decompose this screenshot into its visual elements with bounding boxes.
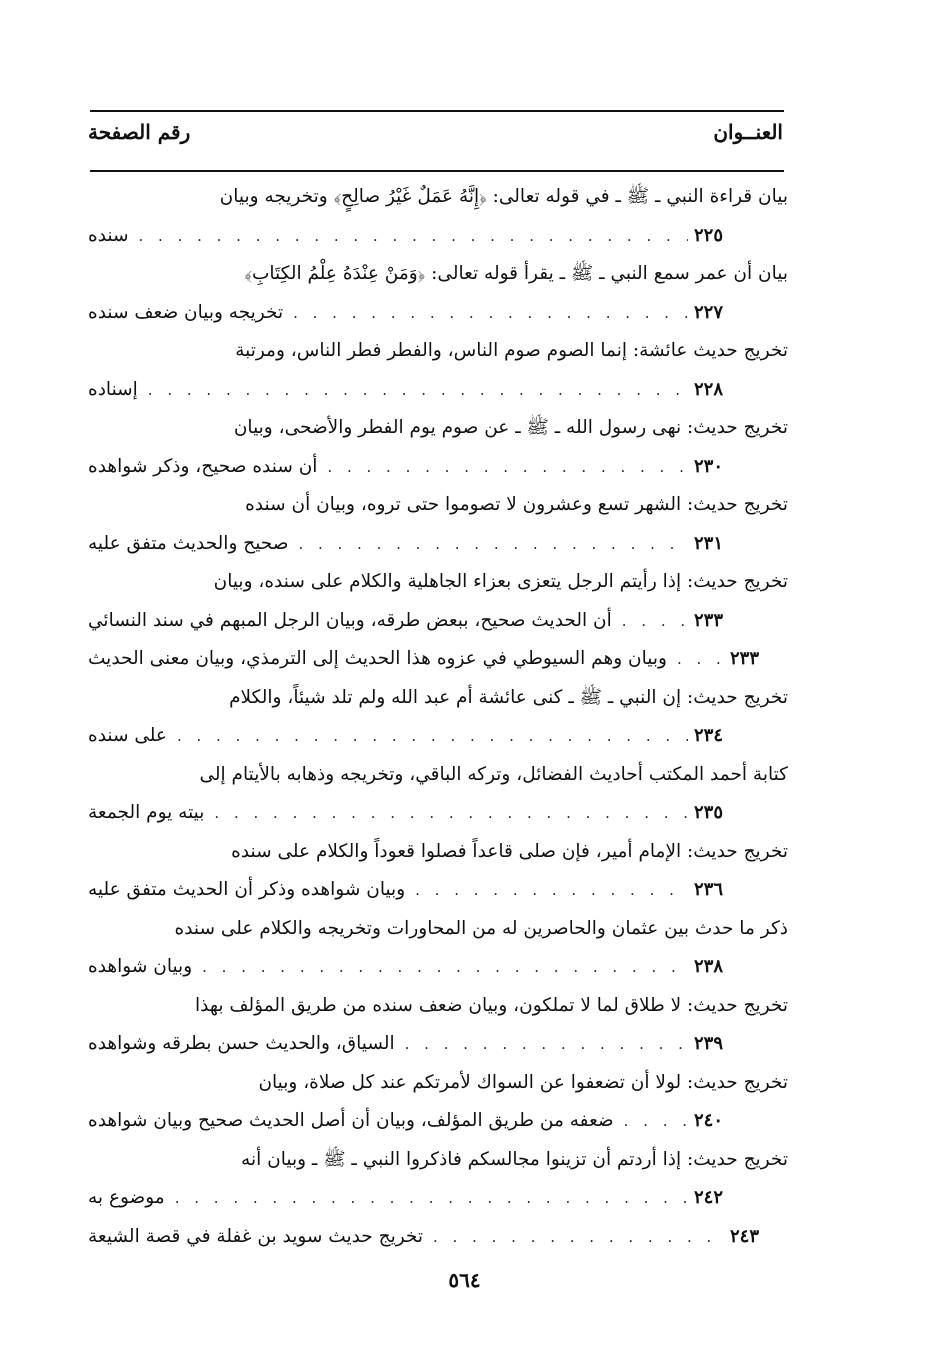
toc-entry <box>88 255 788 332</box>
entry-last-line <box>88 448 788 487</box>
entry-text-line: كتابة أحمد المكتب أحاديث الفضائل، وتركه الباقي، وتخريجه وذهابه بالأيتام إلى <box>199 763 788 785</box>
entry-last-line <box>88 948 788 987</box>
dot-leader <box>622 602 688 641</box>
entry-page-number: ٢٢٥ <box>694 224 724 246</box>
dot-leader <box>624 1102 688 1141</box>
entry-text-line: وبيان وهم السيوطي في عزوه هذا الحديث إلى الترمذي، وبيان معنى الحديث <box>88 648 667 669</box>
entry-text-line: تخريج حديث: إن النبي ـ ﷺ ـ كنى عائشة أم عبد الله ولم تلد شيئاً، والكلام <box>229 686 788 708</box>
entry-last-line <box>88 371 788 410</box>
entry-text-line: وبيان شواهده وذكر أن الحديث متفق عليه <box>88 879 406 900</box>
entry-text-line: موضوع به <box>88 1187 165 1208</box>
entry-page-number: ٢٢٨ <box>694 378 724 400</box>
column-header-title: العنــوان <box>713 120 783 144</box>
entry-page-number: ٢٣٨ <box>694 956 724 977</box>
toc-entry <box>88 332 788 409</box>
entry-page-number: ٢٣٤ <box>694 725 724 746</box>
toc-entry <box>88 679 788 756</box>
entry-page-number: ٢٣٦ <box>694 879 724 900</box>
toc-entry <box>88 910 788 987</box>
toc-entry <box>88 1141 788 1218</box>
dot-leader <box>327 448 688 487</box>
entry-last-line <box>88 525 788 564</box>
entry-text-line: بيته يوم الجمعة <box>88 802 205 823</box>
toc-entry <box>88 1064 788 1141</box>
entry-text-line: السياق، والحديث حسن بطرقه وشواهده <box>88 1033 395 1054</box>
entry-page-number: ٢٢٧ <box>694 301 724 323</box>
entry-page-number: ٢٣٩ <box>694 1033 724 1054</box>
entry-text-line: أن سنده صحيح، وذكر شواهده <box>88 455 318 477</box>
column-header-page: رقم الصفحة <box>88 120 191 144</box>
entry-text-line: سنده <box>88 224 129 246</box>
entry-text-line: تخريج حديث: لا طلاق لما لا تملكون، وبيان ضعف سنده من طريق المؤلف بهذا <box>194 994 788 1016</box>
dot-leader <box>177 717 688 756</box>
entry-last-line <box>88 640 788 679</box>
entry-text-line: بيان قراءة النبي ـ ﷺ ـ في قوله تعالى: ﴿إِنَّهُ عَمَلٌ غَيْرُ صالِحٍ﴾ وتخريجه وبيان <box>219 186 788 207</box>
dot-leader <box>202 948 688 987</box>
entry-page-number: ٢٤٠ <box>694 1110 724 1131</box>
dot-leader <box>214 794 688 833</box>
entry-text-line: وبيان شواهده <box>88 956 193 977</box>
entry-last-line <box>88 1179 788 1218</box>
top-rule <box>90 110 784 112</box>
entry-text-line: تخريج حديث: إذا أردتم أن تزينوا مجالسكم فاذكروا النبي ـ ﷺ ـ وبيان أنه <box>241 1148 788 1170</box>
toc-entries <box>88 178 788 1256</box>
toc-entry <box>88 486 788 563</box>
entry-text-line: تخريج حديث: لولا أن تضعفوا عن السواك لأمرتكم عند كل صلاة، وبيان <box>258 1071 788 1093</box>
toc-entry <box>88 756 788 833</box>
entry-last-line <box>88 217 788 256</box>
entry-text-line: تخريج حديث سويد بن غفلة في قصة الشيعة <box>88 1225 424 1247</box>
dot-leader <box>298 525 688 564</box>
toc-entry <box>88 409 788 486</box>
entry-last-line <box>88 871 788 910</box>
entry-text-line: إسناده <box>88 378 138 400</box>
dot-leader <box>139 217 689 256</box>
entry-last-line <box>88 1218 788 1257</box>
dot-leader <box>293 294 688 333</box>
entry-page-number: ٢٣٥ <box>694 802 724 823</box>
dot-leader <box>677 640 724 679</box>
entry-last-line <box>88 1102 788 1141</box>
entry-text-line: تخريج حديث: الشهر تسع وعشرون لا تصوموا حتى تروه، وبيان أن سنده <box>245 494 788 515</box>
dot-leader <box>148 371 688 410</box>
entry-text-line: تخريج حديث: نهى رسول الله ـ ﷺ ـ عن صوم يوم الفطر والأضحى، وبيان <box>233 417 788 438</box>
entry-last-line <box>88 717 788 756</box>
entry-text-line: تخريجه وبيان ضعف سنده <box>88 301 284 323</box>
entry-last-line <box>88 602 788 641</box>
entry-page-number: ٢٤٣ <box>730 1225 760 1247</box>
entry-page-number: ٢٣١ <box>694 532 724 554</box>
entry-text-line: صحيح والحديث متفق عليه <box>88 532 289 554</box>
entry-page-number: ٢٣٣ <box>694 609 724 631</box>
toc-entry <box>88 178 788 255</box>
dot-leader <box>405 1025 688 1064</box>
toc-entry <box>88 987 788 1064</box>
entry-page-number: ٢٣٠ <box>694 455 724 477</box>
page-number: ٥٦٤ <box>448 1268 481 1292</box>
entry-text-line: تخريج حديث عائشة: إنما الصوم صوم الناس، والفطر فطر الناس، ومرتبة <box>235 340 788 361</box>
dot-leader <box>415 871 688 910</box>
entry-text-line: ذكر ما حدث بين عثمان والحاصرين له من المحاورات وتخريجه والكلام على سنده <box>174 917 788 939</box>
entry-last-line <box>88 1025 788 1064</box>
dot-leader <box>433 1218 724 1257</box>
entry-text-line: على سنده <box>88 725 167 746</box>
entry-text-line: أن الحديث صحيح، ببعض طرقه، وبيان الرجل المبهم في سند النسائي <box>88 609 612 631</box>
toc-entry <box>88 1218 788 1257</box>
toc-entry <box>88 833 788 910</box>
entry-text-line: تخريج حديث: الإمام أمير، فإن صلى قاعداً فصلوا قعوداً والكلام على سنده <box>231 840 788 862</box>
entry-page-number: ٢٣٣ <box>730 648 760 669</box>
toc-entry <box>88 563 788 640</box>
dot-leader <box>175 1179 688 1218</box>
entry-text-line: تخريج حديث: إذا رأيتم الرجل يتعزى بعزاء الجاهلية والكلام على سنده، وبيان <box>213 571 788 592</box>
header-rule <box>90 170 784 172</box>
entry-text-line: ضعفه من طريق المؤلف، وبيان أن أصل الحديث صحيح وبيان شواهده <box>88 1110 614 1131</box>
entry-last-line <box>88 294 788 333</box>
entry-page-number: ٢٤٢ <box>694 1187 724 1208</box>
toc-entry <box>88 640 788 679</box>
entry-text-line: بيان أن عمر سمع النبي ـ ﷺ ـ يقرأ قوله تعالى: ﴿وَمَنْ عِنْدَهُ عِلْمُ الكِتَابِ﴾ <box>244 263 788 284</box>
entry-last-line <box>88 794 788 833</box>
